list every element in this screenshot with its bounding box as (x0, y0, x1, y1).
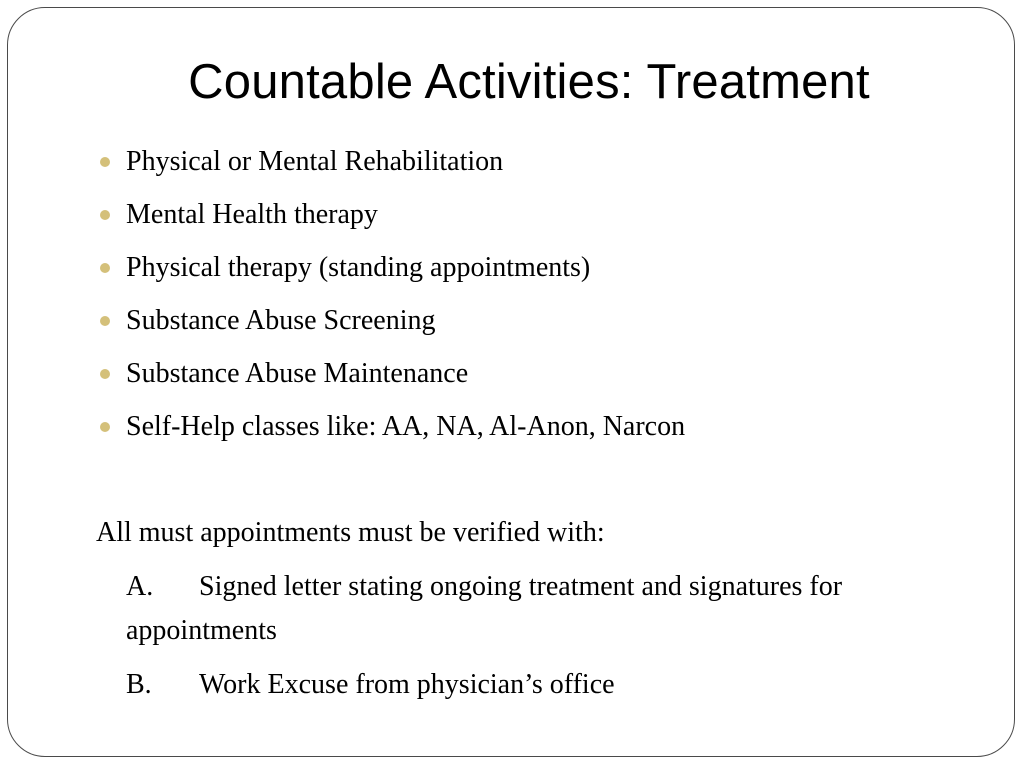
bullet-text: Substance Abuse Screening (126, 305, 436, 336)
bullet-dot-icon (100, 316, 110, 326)
bullet-dot-icon (100, 263, 110, 273)
verification-text: Work Excuse from physician’s office (199, 669, 615, 700)
verification-item-a (126, 565, 956, 653)
bullet-dot-icon (100, 157, 110, 167)
bullet-dot-icon (100, 210, 110, 220)
bullet-dot-icon (100, 369, 110, 379)
bullet-text: Mental Health therapy (126, 199, 378, 230)
bullet-text: Substance Abuse Maintenance (126, 358, 469, 389)
verification-text: Signed letter stating ongoing treatment and signatures for appointments (126, 571, 843, 646)
verification-heading: All must appointments must be verified with: (96, 517, 605, 548)
slide-title: Countable Activities: Treatment (188, 55, 870, 109)
bullet-text: Physical therapy (standing appointments) (126, 252, 591, 283)
bullet-dot-icon (100, 422, 110, 432)
bullet-text: Self-Help classes like: AA, NA, Al-Anon, Narcon (126, 411, 686, 442)
verification-item-b (126, 663, 956, 707)
list-marker: A. (126, 571, 154, 602)
list-marker: B. (126, 669, 152, 700)
bullet-text: Physical or Mental Rehabilitation (126, 146, 504, 177)
